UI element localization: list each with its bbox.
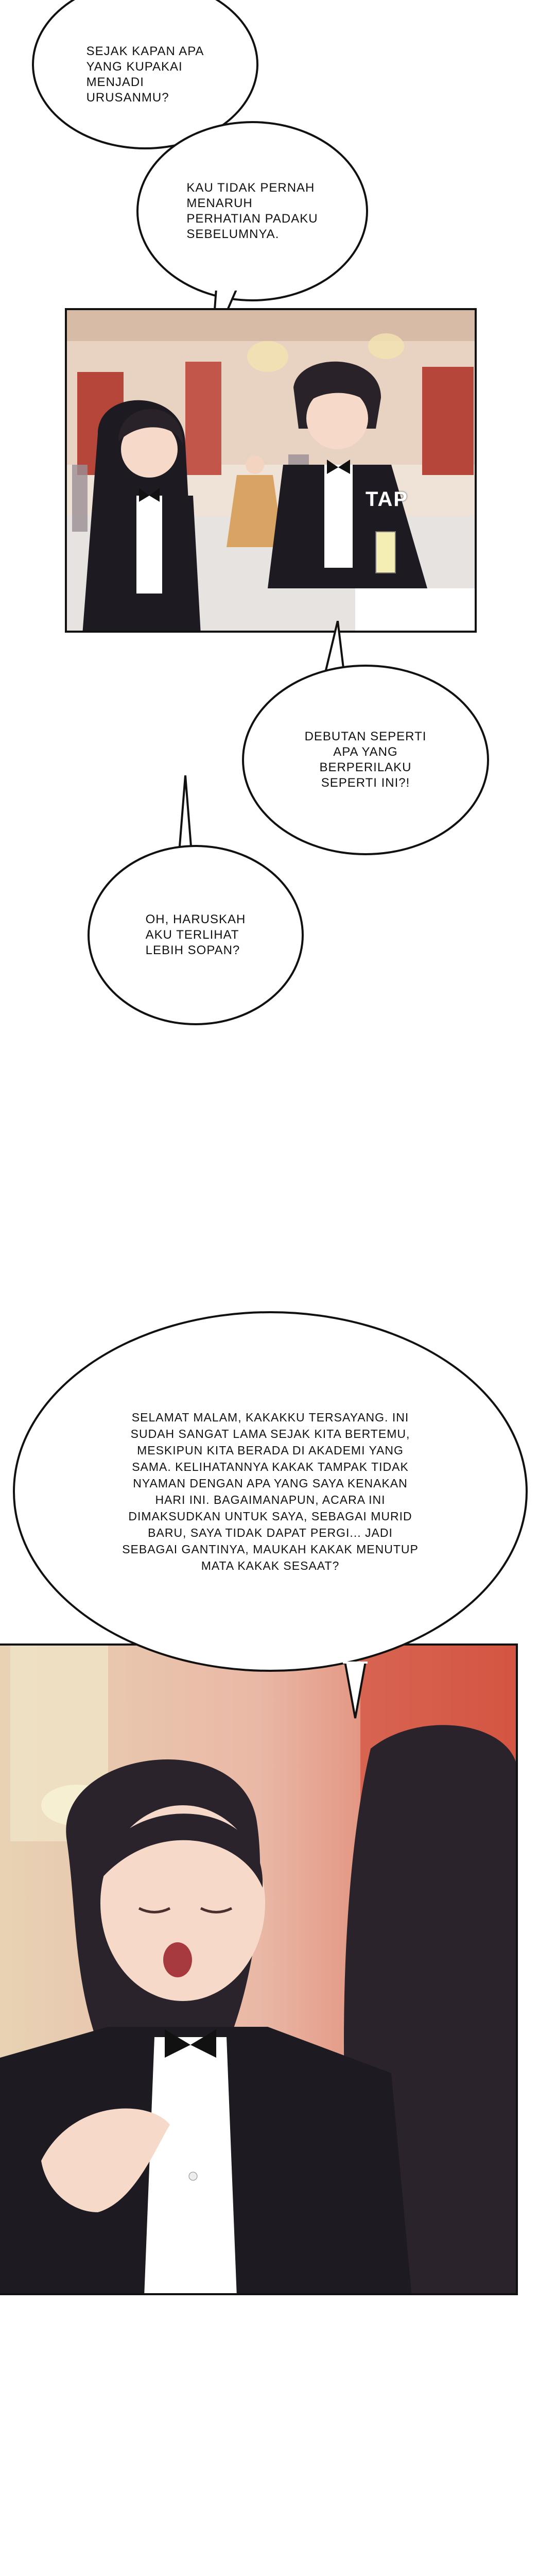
speech-bubble-5 xyxy=(13,1311,528,1672)
ballroom-illustration xyxy=(67,310,477,633)
speech-bubble-1-text: SEJAK KAPAN APA YANG KUPAKAI MENJADI URUSANMU? xyxy=(86,44,204,105)
speech-bubble-4-text: OH, HARUSKAH AKU TERLIHAT LEBIH SOPAN? xyxy=(145,912,246,957)
sfx-tap: TAP xyxy=(366,488,409,511)
speech-bubble-4 xyxy=(88,845,304,1025)
speech-bubble-2 xyxy=(136,121,368,301)
panel-closeup-portrait xyxy=(0,1643,518,2295)
panel-ballroom-conversation xyxy=(65,308,477,633)
closeup-illustration xyxy=(0,1646,518,2295)
speech-bubble-3 xyxy=(242,665,489,855)
speech-bubble-5-text: SELAMAT MALAM, KAKAKKU TERSAYANG. INI SUDAH SANGAT LAMA SEJAK KITA BERTEMU, MESKIPUN KITA BERADA DI AKADEMI YANG SAMA. KELIHATANNYA KAKAK TAMPAK TIDAK NYAMAN DENGAN APA YANG SAYA KENAKAN HARI INI. BAGAIMANAPUN, ACARA INI DIMAKSUDKAN UNTUK SAYA, SEBAGAI MURID BARU, SAYA TIDAK DAPAT PERGI... JADI SEBAGAI GANTINYA, MAUKAH KAKAK MENUTUP MATA KAKAK SESAAT? xyxy=(122,1411,419,1572)
speech-bubble-3-text: DEBUTAN SEPERTI APA YANG BERPERILAKU SEPERTI INI?! xyxy=(304,730,427,790)
speech-bubble-5-tail xyxy=(340,1662,371,1723)
speech-bubble-2-text: KAU TIDAK PERNAH MENARUH PERHATIAN PADAKU SEBELUMNYA. xyxy=(186,181,318,241)
